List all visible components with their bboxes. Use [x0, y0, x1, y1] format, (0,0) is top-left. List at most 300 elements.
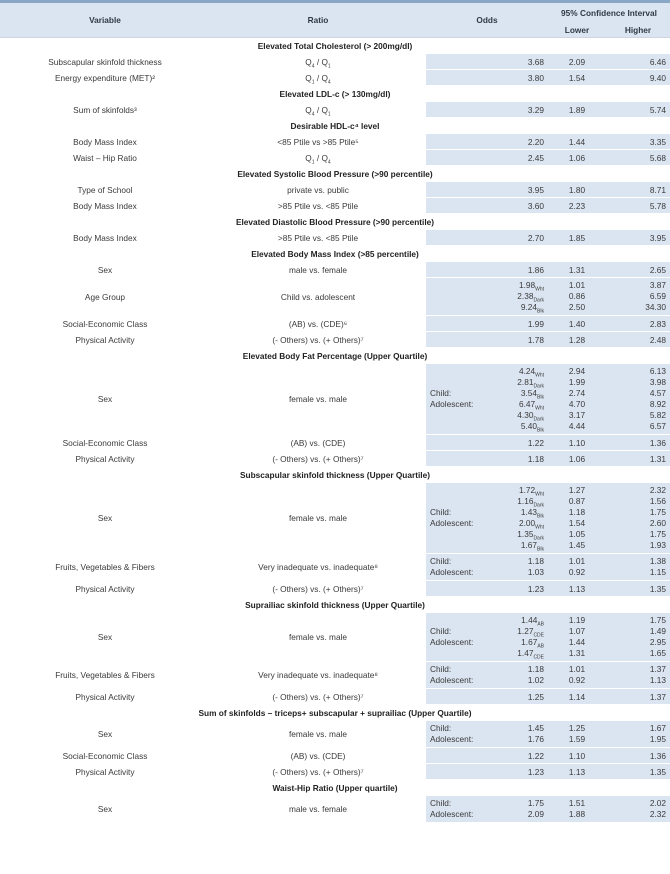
odds-cell	[490, 483, 548, 554]
higher-value: 1.56	[649, 496, 666, 506]
odds-cell: 1.86	[490, 262, 548, 278]
table-header	[0, 0, 670, 38]
group-cell	[426, 554, 490, 581]
table-row	[0, 764, 670, 780]
higher-cell: 3.95	[606, 230, 670, 246]
variable-cell: Sex	[0, 262, 210, 278]
group-label: Child:	[430, 626, 452, 636]
variable-cell: Sex	[0, 721, 210, 748]
odds-value: $2.81_{Dark}$	[517, 377, 544, 390]
header-ratio: Ratio	[210, 3, 426, 38]
lower-cell: 1.28	[548, 332, 606, 348]
higher-cell	[606, 278, 670, 316]
lower-cell: 1.44	[548, 134, 606, 150]
table-row	[0, 748, 670, 764]
lower-value: 1.01	[568, 664, 586, 674]
table-row	[0, 613, 670, 662]
lower-value: 3.17	[568, 410, 586, 420]
odds-cell: 3.80	[490, 70, 548, 86]
section-title-row	[0, 166, 670, 183]
odds-cell	[490, 364, 548, 435]
group-cell	[426, 70, 490, 86]
table-row	[0, 54, 670, 70]
group-cell	[426, 689, 490, 705]
odds-value: $1.72_{Wht}$	[518, 485, 544, 498]
ratio-cell: >85 Ptile vs. <85 Ptile	[210, 198, 426, 214]
variable-cell: Sum of skinfolds³	[0, 102, 210, 118]
ratio-cell: female vs. male	[210, 483, 426, 554]
odds-cell: 3.60	[490, 198, 548, 214]
group-cell	[426, 316, 490, 332]
odds-value: $2.38_{Dark}$	[517, 291, 544, 304]
group-cell	[426, 748, 490, 764]
section-title: Suprailiac skinfold thickness (Upper Quartile)	[0, 597, 670, 614]
lower-value: 0.92	[568, 675, 586, 685]
higher-cell: 6.46	[606, 54, 670, 70]
higher-cell	[606, 483, 670, 554]
odds-cell	[490, 278, 548, 316]
section-title: Waist-Hip Ratio (Upper quartile)	[0, 780, 670, 797]
higher-value: 8.92	[649, 399, 666, 409]
higher-value: 2.32	[649, 809, 666, 819]
odds-cell	[490, 613, 548, 662]
ratio-cell: Very inadequate vs. inadequate⁸	[210, 662, 426, 689]
higher-value: 1.38	[649, 556, 666, 566]
variable-cell: Social-Economic Class	[0, 748, 210, 764]
higher-value: 3.98	[649, 377, 666, 387]
section-title-row	[0, 597, 670, 614]
section-title-row	[0, 38, 670, 55]
table-row	[0, 435, 670, 451]
odds-cell: 1.22	[490, 748, 548, 764]
lower-value: 2.94	[568, 366, 586, 376]
higher-cell: 2.48	[606, 332, 670, 348]
odds-cell: 1.18	[490, 451, 548, 467]
lower-value: 1.18	[568, 507, 586, 517]
lower-value: 1.25	[568, 723, 586, 733]
table-row	[0, 483, 670, 554]
odds-value: $1.16_{Dark}$	[517, 496, 544, 509]
lower-value: 0.92	[568, 567, 586, 577]
ratio-cell: male vs. female	[210, 262, 426, 278]
variable-cell: Energy expenditure (MET)²	[0, 70, 210, 86]
odds-value: $1.98_{Wht}$	[518, 280, 544, 293]
odds-cell: 1.23	[490, 764, 548, 780]
higher-value: 1.75	[649, 507, 666, 517]
higher-cell: 1.36	[606, 748, 670, 764]
lower-value: 0.87	[568, 496, 586, 506]
table-row	[0, 451, 670, 467]
variable-cell: Age Group	[0, 278, 210, 316]
group-cell	[426, 262, 490, 278]
variable-cell: Social-Economic Class	[0, 316, 210, 332]
ratio-cell: (- Others) vs. (+ Others)⁷	[210, 332, 426, 348]
variable-cell: Sex	[0, 613, 210, 662]
variable-cell: Fruits, Vegetables & Fibers	[0, 554, 210, 581]
table-body	[0, 38, 670, 823]
higher-value: 2.32	[649, 485, 666, 495]
lower-value: 4.70	[568, 399, 586, 409]
higher-cell: 1.37	[606, 689, 670, 705]
section-title-row	[0, 118, 670, 135]
lower-cell: 2.09	[548, 54, 606, 70]
ratio-cell: (- Others) vs. (+ Others)⁷	[210, 581, 426, 597]
odds-value: 1.45	[527, 723, 544, 733]
section-title-row	[0, 467, 670, 484]
higher-value: 1.93	[649, 540, 666, 550]
variable-cell: Physical Activity	[0, 764, 210, 780]
ratio-cell: Child vs. adolescent	[210, 278, 426, 316]
lower-cell: 1.13	[548, 764, 606, 780]
group-cell	[426, 102, 490, 118]
lower-value: 1.45	[568, 540, 586, 550]
ratio-cell: >85 Ptile vs. <85 Ptile	[210, 230, 426, 246]
lower-cell: 2.23	[548, 198, 606, 214]
lower-cell: 1.54	[548, 70, 606, 86]
lower-cell: 1.13	[548, 581, 606, 597]
group-cell	[426, 581, 490, 597]
section-title-row	[0, 246, 670, 263]
group-label: Child:	[430, 556, 452, 566]
odds-value: $2.00_{Wht}$	[518, 518, 544, 531]
odds-value: 1.76	[527, 734, 544, 744]
variable-cell: Sex	[0, 483, 210, 554]
odds-cell: 1.25	[490, 689, 548, 705]
odds-value: $1.47_{CDE}$	[517, 648, 544, 661]
group-label: Adolescent:	[430, 399, 474, 409]
ratio-cell: <85 Ptile vs >85 Ptile⁵	[210, 134, 426, 150]
odds-value: 1.18	[527, 664, 544, 674]
group-label: Adolescent:	[430, 637, 474, 647]
table-row	[0, 689, 670, 705]
header-higher: Higher	[606, 23, 670, 38]
group-label: Child:	[430, 507, 452, 517]
section-title: Elevated Body Fat Percentage (Upper Quartile)	[0, 348, 670, 365]
lower-value: 1.59	[568, 734, 586, 744]
odds-cell: 2.45	[490, 150, 548, 166]
lower-value: 1.01	[568, 556, 586, 566]
group-cell	[426, 278, 490, 316]
lower-value: 1.19	[568, 615, 586, 625]
lower-value: 1.44	[568, 637, 586, 647]
odds-value: $1.67_{Blk}$	[520, 540, 544, 553]
variable-cell: Body Mass Index	[0, 134, 210, 150]
higher-value: 1.67	[649, 723, 666, 733]
lower-cell: 1.31	[548, 262, 606, 278]
table-row	[0, 70, 670, 86]
table-row	[0, 134, 670, 150]
group-label: Adolescent:	[430, 809, 474, 819]
table-row	[0, 721, 670, 748]
lower-value: 1.31	[568, 648, 586, 658]
group-cell	[426, 332, 490, 348]
group-cell	[426, 764, 490, 780]
ratio-cell: (- Others) vs. (+ Others)⁷	[210, 764, 426, 780]
lower-value: 1.99	[568, 377, 586, 387]
higher-value: 34.30	[645, 302, 666, 312]
section-title: Subscapular skinfold thickness (Upper Quartile)	[0, 467, 670, 484]
higher-cell: 1.31	[606, 451, 670, 467]
group-cell	[426, 198, 490, 214]
group-cell	[426, 613, 490, 662]
odds-cell: 3.95	[490, 182, 548, 198]
higher-cell: 2.83	[606, 316, 670, 332]
lower-cell: 1.10	[548, 435, 606, 451]
higher-cell: 5.78	[606, 198, 670, 214]
header-ci: 95% Confidence Interval	[548, 3, 670, 23]
group-cell	[426, 435, 490, 451]
lower-cell	[548, 662, 606, 689]
odds-value: $3.54_{Blk}$	[520, 388, 544, 401]
odds-cell: 1.22	[490, 435, 548, 451]
header-lower: Lower	[548, 23, 606, 38]
group-label: Child:	[430, 664, 452, 674]
ratio-cell: female vs. male	[210, 721, 426, 748]
higher-value: 1.95	[649, 734, 666, 744]
lower-value: 1.51	[568, 798, 586, 808]
group-cell	[426, 721, 490, 748]
table-row	[0, 102, 670, 118]
group-cell	[426, 796, 490, 823]
lower-value: 1.88	[568, 809, 586, 819]
ratio-cell: (AB) vs. (CDE)⁶	[210, 316, 426, 332]
higher-value: 1.75	[649, 615, 666, 625]
variable-cell: Subscapular skinfold thickness	[0, 54, 210, 70]
odds-cell: 1.78	[490, 332, 548, 348]
lower-value: 1.05	[568, 529, 586, 539]
higher-value: 2.95	[649, 637, 666, 647]
higher-value: 4.57	[649, 388, 666, 398]
group-label: Child:	[430, 798, 452, 808]
higher-cell: 3.35	[606, 134, 670, 150]
ratio-cell: (- Others) vs. (+ Others)⁷	[210, 451, 426, 467]
lower-cell	[548, 364, 606, 435]
odds-value: $5.40_{Blk}$	[520, 421, 544, 434]
higher-value: 1.13	[649, 675, 666, 685]
higher-cell	[606, 364, 670, 435]
odds-value: $1.35_{Dark}$	[517, 529, 544, 542]
ratio-cell: Very inadequate vs. inadequate⁸	[210, 554, 426, 581]
odds-cell: 3.29	[490, 102, 548, 118]
higher-value: 1.65	[649, 648, 666, 658]
section-title: Elevated Body Mass Index (>85 percentile)	[0, 246, 670, 263]
lower-cell: 1.40	[548, 316, 606, 332]
group-cell	[426, 54, 490, 70]
section-title: Sum of skinfolds – triceps+ subscapular + suprailiac (Upper Quartile)	[0, 705, 670, 722]
variable-cell: Social-Economic Class	[0, 435, 210, 451]
group-cell	[426, 483, 490, 554]
odds-cell: 1.23	[490, 581, 548, 597]
table-row	[0, 554, 670, 581]
section-title: Elevated Total Cholesterol (> 200mg/dl)	[0, 38, 670, 55]
ratio-cell: female vs. male	[210, 364, 426, 435]
odds-cell	[490, 796, 548, 823]
ratio-cell: male vs. female	[210, 796, 426, 823]
table-row	[0, 662, 670, 689]
table-row	[0, 150, 670, 166]
odds-cell	[490, 554, 548, 581]
variable-cell: Physical Activity	[0, 451, 210, 467]
higher-cell	[606, 662, 670, 689]
variable-cell: Physical Activity	[0, 581, 210, 597]
lower-cell: 1.10	[548, 748, 606, 764]
higher-value: 6.59	[649, 291, 666, 301]
lower-value: 4.44	[568, 421, 586, 431]
group-label: Adolescent:	[430, 675, 474, 685]
odds-value: 1.02	[527, 675, 544, 685]
variable-cell: Waist – Hip Ratio	[0, 150, 210, 166]
higher-cell: 1.36	[606, 435, 670, 451]
ratio-cell: (AB) vs. (CDE)	[210, 435, 426, 451]
lower-value: 2.74	[568, 388, 586, 398]
table-row	[0, 198, 670, 214]
lower-value: 2.50	[568, 302, 586, 312]
variable-cell: Body Mass Index	[0, 230, 210, 246]
odds-cell: 1.99	[490, 316, 548, 332]
higher-value: 1.75	[649, 529, 666, 539]
odds-value: $6.47_{Wht}$	[518, 399, 544, 412]
group-label: Adolescent:	[430, 518, 474, 528]
header-variable: Variable	[0, 3, 210, 38]
higher-cell: 8.71	[606, 182, 670, 198]
higher-cell: 9.40	[606, 70, 670, 86]
lower-value: 1.54	[568, 518, 586, 528]
section-title-row	[0, 86, 670, 103]
variable-cell: Sex	[0, 364, 210, 435]
higher-cell: 1.35	[606, 581, 670, 597]
ratio-cell: $Q_1 / Q_4$	[210, 150, 426, 166]
lower-cell	[548, 613, 606, 662]
section-title: Elevated LDL-c (> 130mg/dl)	[0, 86, 670, 103]
variable-cell: Physical Activity	[0, 332, 210, 348]
higher-cell	[606, 554, 670, 581]
higher-cell: 1.35	[606, 764, 670, 780]
variable-cell: Body Mass Index	[0, 198, 210, 214]
section-title: Desirable HDL-c⁴ level	[0, 118, 670, 135]
higher-value: 5.82	[649, 410, 666, 420]
odds-value: $1.27_{CDE}$	[517, 626, 544, 639]
lower-cell: 1.85	[548, 230, 606, 246]
higher-cell: 5.68	[606, 150, 670, 166]
odds-value: 1.75	[527, 798, 544, 808]
ratio-cell: private vs. public	[210, 182, 426, 198]
odds-value: $4.30_{Dark}$	[517, 410, 544, 423]
table-row	[0, 182, 670, 198]
odds-cell	[490, 662, 548, 689]
odds-value: $1.43_{Blk}$	[520, 507, 544, 520]
lower-cell	[548, 483, 606, 554]
variable-cell: Type of School	[0, 182, 210, 198]
ratio-cell: $Q_1 / Q_4$	[210, 70, 426, 86]
group-cell	[426, 364, 490, 435]
group-label: Adolescent:	[430, 734, 474, 744]
ratio-cell: female vs. male	[210, 613, 426, 662]
ratio-cell: $Q_4 / Q_1$	[210, 102, 426, 118]
table-row	[0, 262, 670, 278]
lower-cell: 1.06	[548, 150, 606, 166]
higher-value: 6.57	[649, 421, 666, 431]
group-cell	[426, 230, 490, 246]
table-row	[0, 796, 670, 823]
higher-cell: 5.74	[606, 102, 670, 118]
lower-cell	[548, 278, 606, 316]
table-row	[0, 364, 670, 435]
odds-value: 1.03	[527, 567, 544, 577]
lower-cell	[548, 796, 606, 823]
higher-value: 3.87	[649, 280, 666, 290]
group-label: Child:	[430, 388, 452, 398]
table-row	[0, 581, 670, 597]
odds-value: $4.24_{Wht}$	[518, 366, 544, 379]
table-row	[0, 278, 670, 316]
section-title-row	[0, 348, 670, 365]
higher-cell: 2.65	[606, 262, 670, 278]
odds-value: $9.24_{Blk}$	[520, 302, 544, 315]
higher-value: 2.60	[649, 518, 666, 528]
group-cell	[426, 662, 490, 689]
group-label: Child:	[430, 723, 452, 733]
higher-cell	[606, 796, 670, 823]
group-cell	[426, 134, 490, 150]
section-title: Elevated Systolic Blood Pressure (>90 percentile)	[0, 166, 670, 183]
odds-value: $1.67_{AB}$	[521, 637, 544, 650]
lower-value: 1.01	[568, 280, 586, 290]
ratio-cell: $Q_4 / Q_1$	[210, 54, 426, 70]
section-title: Elevated Diastolic Blood Pressure (>90 percentile)	[0, 214, 670, 231]
lower-cell	[548, 554, 606, 581]
header-odds: Odds	[426, 3, 548, 38]
lower-value: 1.27	[568, 485, 586, 495]
odds-cell: 2.20	[490, 134, 548, 150]
odds-value: 2.09	[527, 809, 544, 819]
lower-cell: 1.14	[548, 689, 606, 705]
lower-cell	[548, 721, 606, 748]
lower-cell: 1.89	[548, 102, 606, 118]
odds-cell: 3.68	[490, 54, 548, 70]
group-cell	[426, 451, 490, 467]
section-title-row	[0, 780, 670, 797]
higher-value: 1.15	[649, 567, 666, 577]
lower-cell: 1.80	[548, 182, 606, 198]
variable-cell: Physical Activity	[0, 689, 210, 705]
lower-value: 0.86	[568, 291, 586, 301]
table-row	[0, 316, 670, 332]
odds-cell: 2.70	[490, 230, 548, 246]
odds-value: 1.18	[527, 556, 544, 566]
group-cell	[426, 182, 490, 198]
table-row	[0, 230, 670, 246]
ratio-cell: (AB) vs. (CDE)	[210, 748, 426, 764]
odds-value: $1.44_{AB}$	[521, 615, 544, 628]
higher-cell	[606, 613, 670, 662]
lower-cell: 1.06	[548, 451, 606, 467]
section-title-row	[0, 705, 670, 722]
higher-cell	[606, 721, 670, 748]
higher-value: 2.02	[649, 798, 666, 808]
table-row	[0, 332, 670, 348]
variable-cell: Sex	[0, 796, 210, 823]
odds-cell	[490, 721, 548, 748]
ratio-cell: (- Others) vs. (+ Others)⁷	[210, 689, 426, 705]
higher-value: 6.13	[649, 366, 666, 376]
group-label: Adolescent:	[430, 567, 474, 577]
variable-cell: Fruits, Vegetables & Fibers	[0, 662, 210, 689]
section-title-row	[0, 214, 670, 231]
higher-value: 1.49	[649, 626, 666, 636]
lower-value: 1.07	[568, 626, 586, 636]
higher-value: 1.37	[649, 664, 666, 674]
group-cell	[426, 150, 490, 166]
